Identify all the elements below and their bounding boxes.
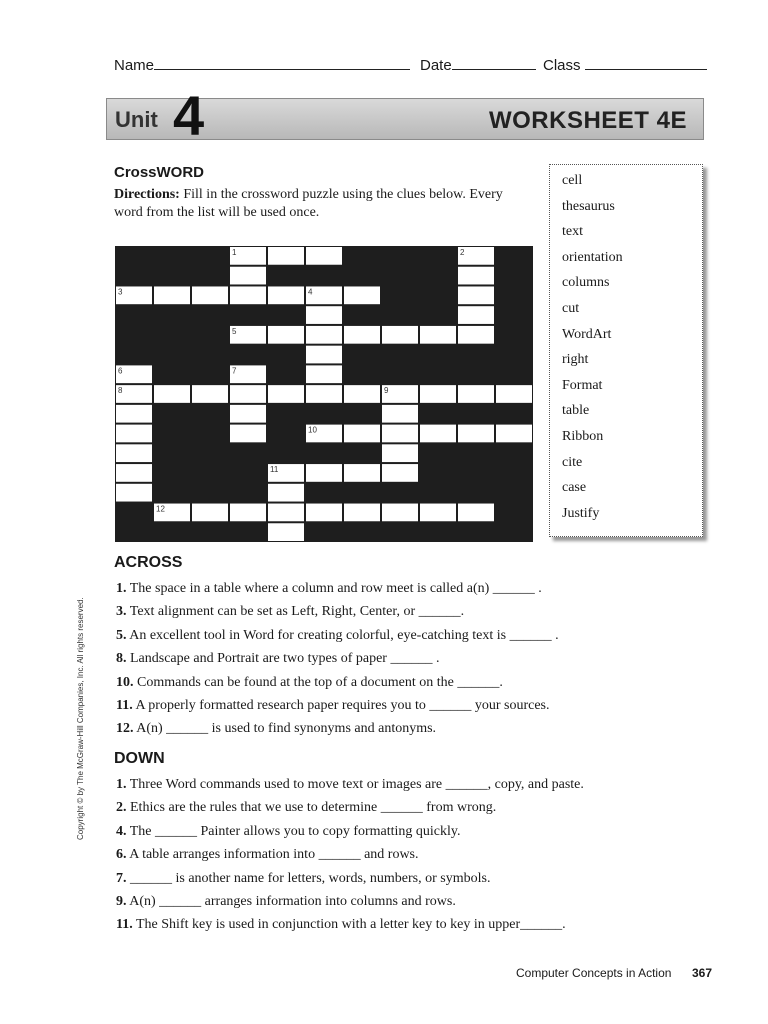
down-heading: DOWN [114, 750, 165, 767]
crossword-cell[interactable] [306, 247, 342, 265]
clue-number: 3. [116, 604, 127, 620]
crossword-cell[interactable] [306, 346, 342, 364]
clue-number: 1. [116, 777, 127, 792]
crossword-cell[interactable] [268, 247, 304, 265]
clue-text: ______ is another name for letters, words, numbers, or symbols. [126, 870, 491, 886]
word-bank-item: cite [562, 454, 583, 470]
down-clues [116, 776, 636, 940]
worksheet-id: 4E [656, 107, 687, 134]
clue [116, 846, 636, 869]
word-bank-item: WordArt [562, 326, 612, 342]
crossword-cell[interactable] [116, 464, 152, 482]
unit-label: Unit [115, 107, 158, 132]
footer-page-number: 367 [692, 966, 713, 980]
clue-text: An excellent tool in Word for creating colorful, eye-catching text is ______ . [126, 627, 559, 643]
crossword-cell[interactable] [230, 425, 266, 443]
crossword-cell[interactable] [458, 504, 494, 522]
footer-book-title: Computer Concepts in Action [516, 966, 672, 980]
crossword-cell-number: 6 [118, 366, 123, 376]
clue [116, 627, 636, 650]
word-bank-item: table [562, 403, 590, 419]
crossword-cell-number: 11 [270, 465, 279, 475]
word-bank-item: Ribbon [562, 428, 604, 444]
date-label: Date [420, 57, 452, 74]
crossword-cell[interactable] [230, 405, 266, 423]
crossword-cell[interactable] [306, 385, 342, 403]
clue [116, 580, 636, 603]
directions-lead: Directions: [114, 187, 180, 202]
crossword-cell-number: 7 [232, 366, 237, 376]
date-field-row [420, 55, 536, 74]
word-bank-item: right [562, 352, 589, 368]
crossword-cell[interactable] [344, 464, 380, 482]
name-field[interactable] [154, 55, 410, 70]
name-field-row [114, 55, 410, 74]
crossword-cell[interactable] [344, 504, 380, 522]
clue [116, 650, 636, 673]
clue-text: The ______ Painter allows you to copy formatting quickly. [126, 823, 461, 839]
crossword-cell[interactable] [192, 286, 228, 304]
crossword-cell[interactable] [268, 484, 304, 502]
crossword-cell-number: 1 [232, 248, 237, 257]
word-bank-item: cell [562, 173, 583, 188]
crossword-cell[interactable] [116, 405, 152, 423]
crossword-cell[interactable] [306, 464, 342, 482]
date-field[interactable] [452, 55, 536, 70]
word-bank-item: thesaurus [562, 198, 615, 214]
crossword-cell[interactable] [230, 385, 266, 403]
clue-text: Commands can be found at the top of a document on the ______. [133, 674, 503, 690]
clue-text: A(n) ______ arranges information into columns and rows. [126, 893, 456, 909]
clue [116, 916, 636, 939]
crossword-cell[interactable] [382, 405, 418, 423]
word-bank-list [550, 165, 702, 530]
clue [116, 720, 636, 743]
crossword-cell[interactable] [458, 286, 494, 304]
crossword-cell[interactable] [116, 484, 152, 502]
crossword-cell[interactable] [420, 504, 456, 522]
clue-number: 8. [116, 651, 127, 667]
crossword-cell[interactable] [458, 306, 494, 324]
crossword-cell[interactable] [268, 504, 304, 522]
across-clues [116, 580, 636, 744]
word-bank-item: Justify [562, 505, 600, 521]
crossword-cell[interactable] [458, 326, 494, 344]
crossword-cell[interactable] [306, 365, 342, 383]
crossword-cell[interactable] [496, 385, 532, 403]
clue-text: The Shift key is used in conjunction with a letter key to key in upper______. [132, 917, 566, 933]
clue-text: Three Word commands used to move text or images are ______, copy, and paste. [126, 777, 584, 792]
crossword-cell[interactable] [458, 267, 494, 285]
clue-number: 9. [116, 893, 127, 909]
directions-text: Fill in the crossword puzzle using the clues below. Every word from the list will be used once. [114, 187, 503, 220]
crossword-grid [115, 246, 533, 542]
class-label: Class [543, 57, 581, 74]
crossword-cell[interactable] [154, 385, 190, 403]
clue-text: A(n) ______ is used to find synonyms and antonyms. [133, 721, 437, 737]
crossword-cell-number: 12 [156, 504, 165, 514]
clue-number: 10. [116, 674, 134, 690]
crossword-cell[interactable] [382, 464, 418, 482]
clue-number: 1. [116, 581, 127, 596]
crossword-cell[interactable] [344, 385, 380, 403]
clue [116, 674, 636, 697]
clue-text: The space in a table where a column and row meet is called a(n) ______ . [126, 581, 542, 596]
crossword-cell[interactable] [306, 504, 342, 522]
crossword-cell[interactable] [382, 444, 418, 462]
crossword-cell[interactable] [306, 306, 342, 324]
crossword-cell[interactable] [268, 523, 304, 541]
crossword-cell[interactable] [268, 286, 304, 304]
clue-text: Text alignment can be set as Left, Right, Center, or ______. [126, 604, 465, 620]
crossword-cell[interactable] [382, 326, 418, 344]
worksheet-title [489, 107, 687, 135]
clue-number: 2. [116, 800, 127, 816]
crossword-cell[interactable] [344, 425, 380, 443]
name-label: Name [114, 57, 155, 74]
crossword-cell[interactable] [382, 504, 418, 522]
crossword-cell[interactable] [230, 286, 266, 304]
word-bank [549, 164, 703, 537]
clue [116, 776, 636, 799]
clue [116, 799, 636, 822]
unit-banner [106, 84, 704, 147]
crossword-cell[interactable] [268, 326, 304, 344]
clue-text: Landscape and Portrait are two types of paper ______ . [126, 651, 440, 667]
crossword-cell[interactable] [458, 385, 494, 403]
across-heading: ACROSS [114, 554, 183, 571]
clue-number: 7. [116, 870, 127, 886]
crossword-cell[interactable] [382, 425, 418, 443]
crossword-cell[interactable] [420, 425, 456, 443]
clue-number: 6. [116, 847, 127, 863]
crossword-cell[interactable] [420, 326, 456, 344]
clue-number: 4. [116, 823, 127, 839]
word-bank-item: columns [562, 275, 610, 291]
clue-number: 12. [116, 721, 134, 737]
word-bank-item: case [562, 480, 587, 496]
clue-number: 11. [116, 697, 133, 713]
copyright-notice: Copyright © by The McGraw-Hill Companies, Inc. All rights reserved. [76, 597, 85, 840]
clue-number: 11. [116, 917, 133, 933]
clue [116, 697, 636, 720]
word-bank-item: orientation [562, 249, 623, 265]
crossword-cell[interactable] [344, 326, 380, 344]
crossword-cell[interactable] [116, 444, 152, 462]
crossword-cell[interactable] [458, 425, 494, 443]
crossword-cell[interactable] [496, 425, 532, 443]
directions [114, 186, 514, 222]
crossword-cell-number: 3 [118, 287, 123, 297]
crossword-cell[interactable] [420, 385, 456, 403]
crossword-cell-number: 9 [384, 386, 389, 396]
crossword-cell-number: 2 [460, 248, 465, 257]
worksheet-label: WORKSHEET [488, 107, 650, 134]
clue [116, 823, 636, 846]
crossword-cell[interactable] [306, 326, 342, 344]
crossword-cell-number: 5 [232, 326, 237, 336]
clue [116, 870, 636, 893]
crossword-cell-number: 10 [308, 425, 317, 435]
word-bank-item: text [562, 224, 583, 240]
crossword-cell[interactable] [268, 385, 304, 403]
word-bank-item: cut [562, 300, 580, 316]
clue-text: A table arranges information into ______ and rows. [126, 847, 419, 863]
unit-number: 4 [173, 84, 205, 147]
word-bank-item: Format [562, 377, 603, 393]
page-title: CrossWORD [114, 164, 205, 181]
crossword-cell[interactable] [230, 267, 266, 285]
clue [116, 893, 636, 916]
clue-number: 5. [116, 627, 127, 643]
class-field-row [543, 55, 707, 74]
clue [116, 603, 636, 626]
clue-text: Ethics are the rules that we use to determine ______ from wrong. [126, 800, 497, 816]
crossword-cell[interactable] [230, 504, 266, 522]
crossword-cell-number: 4 [308, 287, 313, 297]
crossword-cell[interactable] [192, 504, 228, 522]
crossword-cell[interactable] [116, 425, 152, 443]
crossword-cell[interactable] [154, 286, 190, 304]
crossword-cell[interactable] [192, 385, 228, 403]
clue-text: A properly formatted research paper requires you to ______ your sources. [132, 697, 550, 713]
class-field[interactable] [585, 55, 707, 70]
crossword-cell[interactable] [344, 286, 380, 304]
crossword-cell-number: 8 [118, 386, 123, 396]
